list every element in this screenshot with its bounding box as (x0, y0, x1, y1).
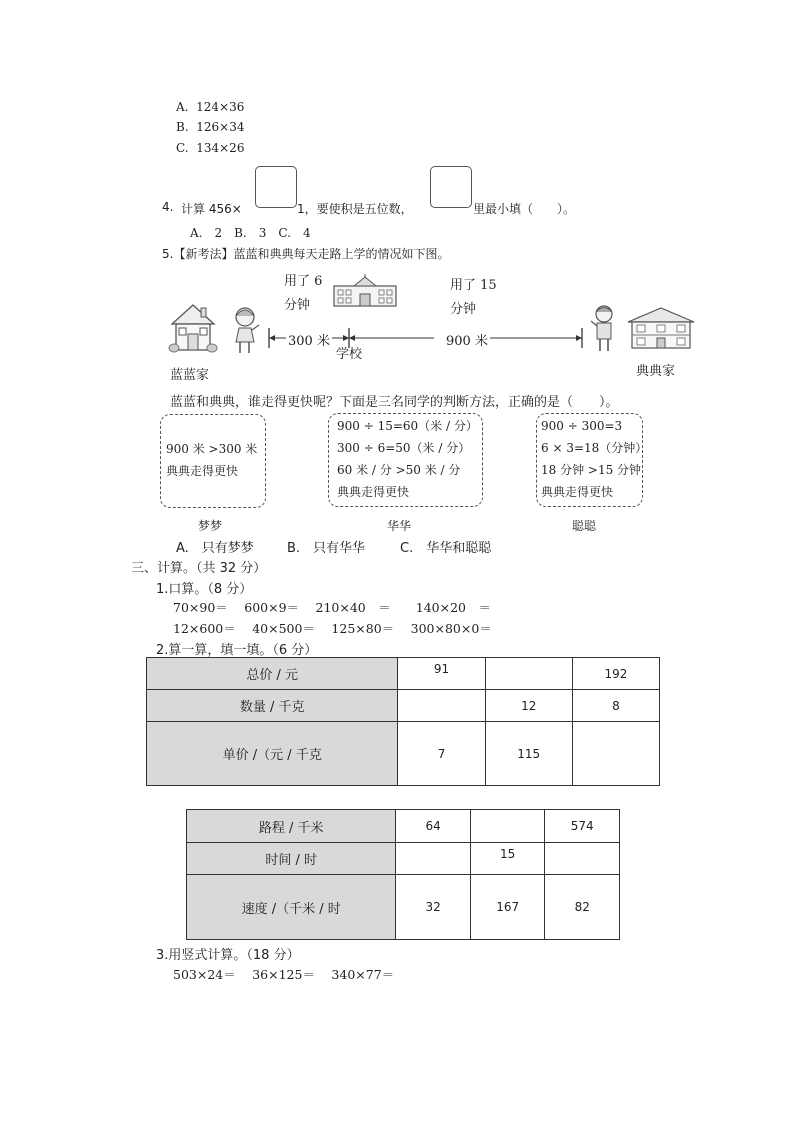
lanlan-home-label: 蓝蓝家 (170, 368, 210, 383)
method-line: 18 分钟 >15 分钟 (541, 463, 642, 477)
method-line: 900 米 >300 米 (166, 442, 258, 456)
q5-option-a: A. 只有梦梦 (176, 541, 254, 556)
method-box-mengmeng (160, 414, 266, 508)
table-cell[interactable] (470, 810, 545, 843)
q4-text-part2: 1，要使积是五位数， (297, 202, 413, 216)
distance-left-label: 300 米 (288, 334, 330, 349)
house-lanlan-icon (168, 302, 218, 354)
method-line: 300 ÷ 6=50（米 / 分） (337, 441, 471, 455)
section3-title: 三、计算。（共 32 分） (131, 561, 267, 576)
method-box-huahua (328, 413, 483, 507)
speed-table (186, 809, 620, 940)
house-diandian-icon (626, 306, 696, 352)
method-line: 典典走得更快 (337, 485, 410, 499)
sub2-title: 2.算一算，填一填。（6 分） (156, 643, 318, 658)
row-label: 时间 / 时 (187, 843, 396, 875)
time-right-line1: 用了 15 (450, 278, 497, 293)
q4-blank-box-2[interactable] (430, 166, 472, 208)
row-label: 数量 / 千克 (147, 690, 398, 722)
row-label: 单价 /（元 / 千克 (147, 722, 398, 786)
method-line: 6 × 3=18（分钟） (541, 441, 648, 455)
table-cell[interactable] (485, 658, 572, 690)
option-expr: 124×36 (196, 100, 245, 114)
school-label: 学校 (336, 347, 363, 362)
table-cell[interactable]: 32 (396, 875, 470, 940)
q4-blank-box-1[interactable] (255, 166, 297, 208)
q5-option-c: C. 华华和聪聪 (400, 541, 492, 556)
table-cell[interactable] (572, 722, 659, 786)
table-cell[interactable]: 574 (545, 810, 620, 843)
table-cell[interactable]: 7 (398, 722, 485, 786)
q4-text-part3: 里最小填（ ）。 (473, 202, 576, 216)
row-label: 总价 / 元 (147, 658, 398, 690)
sub3-title: 3.用竖式计算。（18 分） (156, 948, 300, 963)
option-letter: C. (176, 141, 189, 155)
method-line: 典典走得更快 (541, 485, 614, 499)
option-b (176, 120, 245, 134)
table-cell[interactable]: 192 (572, 658, 659, 690)
method-line: 900 ÷ 15=60（米 / 分） (337, 419, 478, 433)
table-cell[interactable]: 115 (485, 722, 572, 786)
table-cell[interactable]: 82 (545, 875, 620, 940)
option-a (176, 100, 244, 114)
method-name-congcong: 聪聪 (572, 519, 597, 533)
sub1-title: 1.口算。（8 分） (156, 582, 253, 597)
method-line: 900 ÷ 300=3 (541, 419, 623, 433)
table-cell[interactable]: 167 (470, 875, 545, 940)
table-cell[interactable]: 15 (470, 843, 545, 875)
distance-right-label: 900 米 (446, 334, 488, 349)
diandian-home-label: 典典家 (636, 364, 676, 379)
table-cell[interactable]: 91 (398, 658, 485, 690)
table-cell[interactable] (545, 843, 620, 875)
method-box-congcong (536, 413, 648, 507)
method-name-mengmeng: 梦梦 (198, 519, 223, 533)
time-right-line2: 分钟 (450, 302, 477, 317)
q4-number: 4. (162, 200, 174, 214)
row-label: 路程 / 千米 (187, 810, 396, 843)
time-left-line1: 用了 6 (284, 274, 323, 289)
q5-question: 蓝蓝和典典，谁走得更快呢？下面是三名同学的判断方法，正确的是（ ）。 (170, 395, 619, 410)
table-cell[interactable]: 12 (485, 690, 572, 722)
option-letter: B. (176, 120, 189, 134)
q4-options: A. 2 B. 3 C. 4 (190, 226, 311, 240)
table-cell[interactable] (398, 690, 485, 722)
option-expr: 134×26 (196, 141, 245, 155)
q5-title: 5.【新考法】蓝蓝和典典每天走路上学的情况如下图。 (162, 247, 450, 261)
time-left-line2: 分钟 (284, 298, 311, 313)
oral-calc-row-1: 70×90＝ 600×9＝ 210×40 ＝ 140×20 ＝ (173, 600, 491, 615)
oral-calc-row-2: 12×600＝ 40×500＝ 125×80＝ 300×80×0＝ (173, 621, 492, 636)
school-building-icon (330, 274, 400, 310)
q4-text-part1: 计算 456× (181, 202, 242, 216)
table-cell[interactable] (396, 843, 470, 875)
price-table (146, 657, 660, 786)
method-line: 典典走得更快 (166, 464, 239, 478)
boy-diandian-icon (587, 304, 619, 354)
table-cell[interactable]: 64 (396, 810, 470, 843)
q5-option-b: B. 只有华华 (287, 541, 366, 556)
option-expr: 126×34 (196, 120, 245, 134)
method-line: 60 米 / 分 >50 米 / 分 (337, 463, 461, 477)
option-c (176, 141, 244, 155)
vertical-calc-row: 503×24＝ 36×125＝ 340×77＝ (173, 967, 395, 982)
table-cell[interactable]: 8 (572, 690, 659, 722)
method-name-huahua: 华华 (387, 519, 412, 533)
option-letter: A. (176, 100, 189, 114)
row-label: 速度 /（千米 / 时 (187, 875, 396, 940)
girl-lanlan-icon (232, 306, 262, 356)
